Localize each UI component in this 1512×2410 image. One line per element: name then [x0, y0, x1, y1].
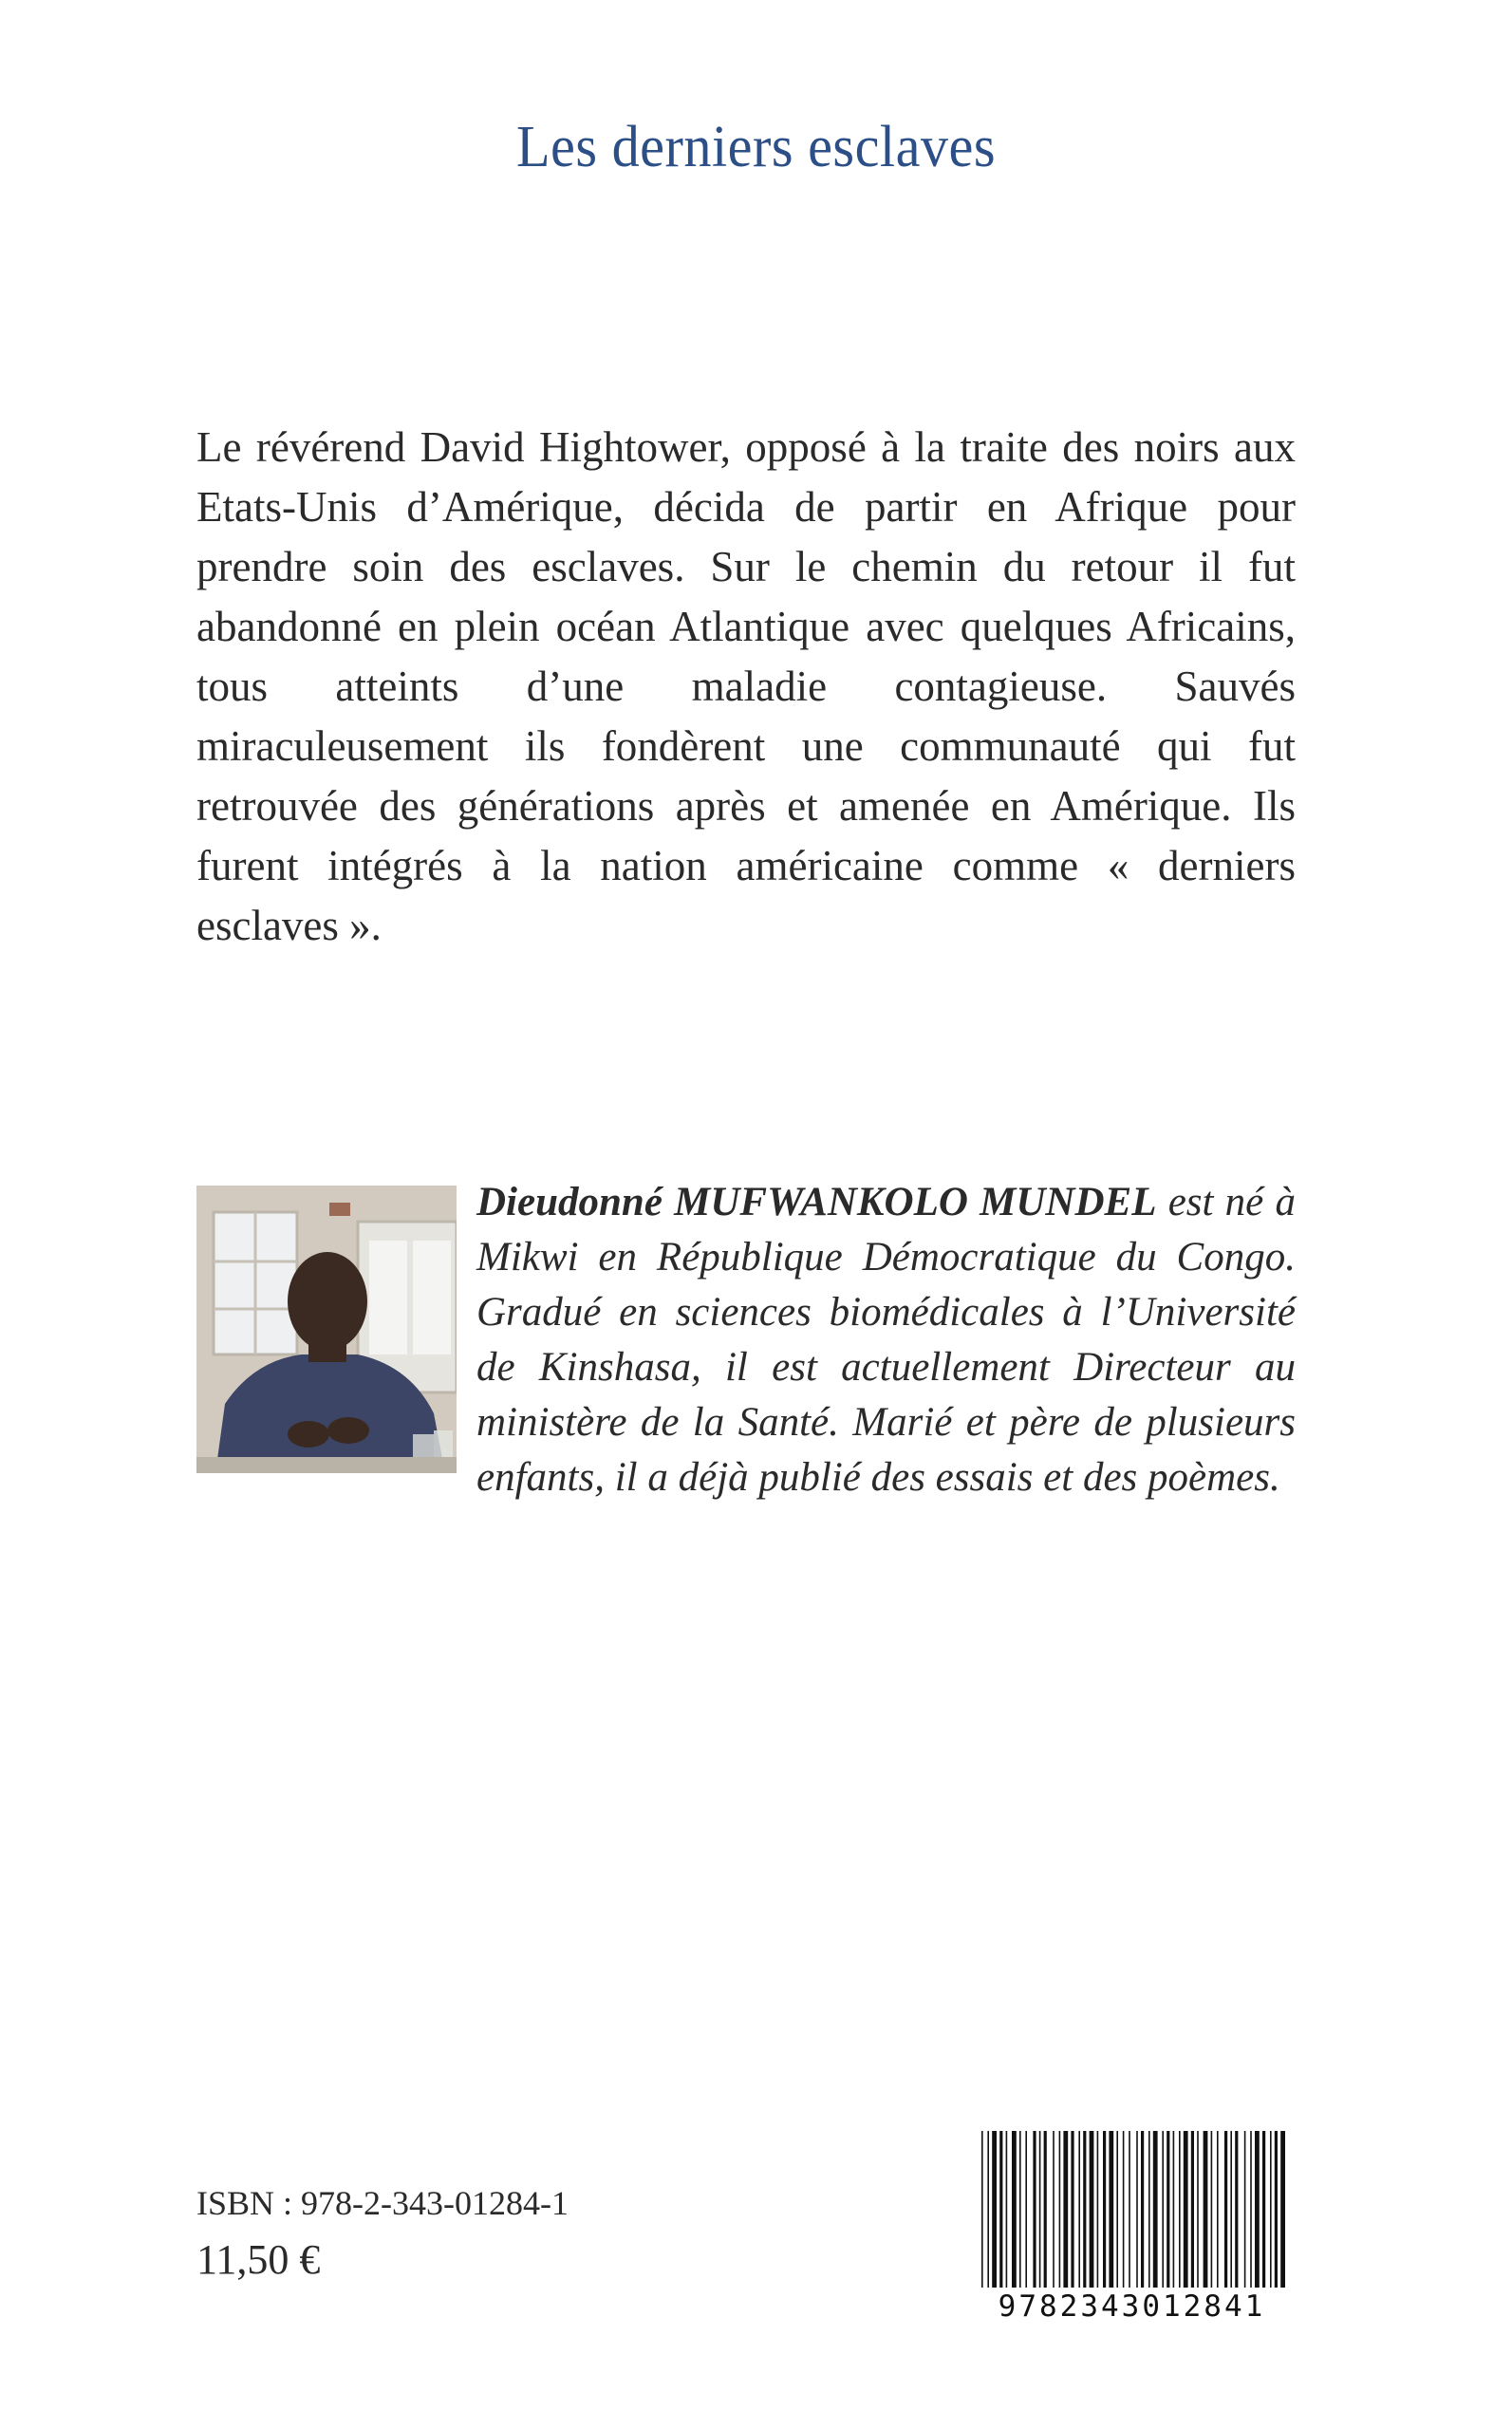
barcode-bar	[1044, 2131, 1047, 2288]
barcode-bar	[1167, 2131, 1169, 2288]
barcode-bar	[1012, 2131, 1017, 2288]
barcode-bar	[1039, 2131, 1041, 2288]
author-bio-text: est né à Mikwi en République Démocratique du Congo. Gradué en sciences biomédicales à l’Université de Kinshasa, il est actuellement Directeur au ministère de la Santé. Marié et père de plusieurs enfants, il a déjà publié des essais et des poèmes.	[476, 1180, 1296, 1500]
barcode-bar	[1071, 2131, 1073, 2288]
barcode-bar	[987, 2131, 989, 2288]
barcode-bar	[1109, 2131, 1113, 2288]
barcode-bar	[992, 2131, 997, 2288]
barcode-bar	[1230, 2131, 1232, 2288]
barcode-bar	[1123, 2131, 1125, 2288]
author-photo	[196, 1186, 457, 1473]
barcode-bar	[1153, 2131, 1158, 2288]
barcode-bar	[1162, 2131, 1164, 2288]
barcode-bar	[1063, 2131, 1068, 2288]
barcode-bar	[1280, 2131, 1285, 2288]
isbn: ISBN : 978-2-343-01284-1	[196, 2184, 569, 2222]
barcode-bar	[1244, 2131, 1246, 2288]
barcode-bar	[1033, 2131, 1036, 2288]
barcode-bar	[1078, 2131, 1080, 2288]
author-name: Dieudonné MUFWANKOLO MUNDEL	[476, 1180, 1157, 1224]
barcode-bar	[1141, 2131, 1144, 2288]
barcode-bar	[1116, 2131, 1118, 2288]
barcode-bar	[1053, 2131, 1055, 2288]
barcode-bar	[1235, 2131, 1238, 2288]
barcode-bar	[1090, 2131, 1094, 2288]
barcode-bar	[1191, 2131, 1194, 2288]
barcode-bar	[1197, 2131, 1199, 2288]
barcode-bar	[1211, 2131, 1213, 2288]
barcode-bar	[981, 2131, 983, 2288]
barcode-bar	[999, 2131, 1002, 2288]
barcode-number: 9782343012841	[998, 2289, 1266, 2324]
barcode-bar	[1059, 2131, 1061, 2288]
barcode-bar	[1097, 2131, 1099, 2288]
barcode-bar	[1148, 2131, 1150, 2288]
barcode-bar	[1103, 2131, 1106, 2288]
barcode-bar	[1270, 2131, 1272, 2288]
barcode-bar	[1129, 2131, 1130, 2288]
barcode-bar	[1224, 2131, 1227, 2288]
barcode-bar	[1204, 2131, 1208, 2288]
price: 11,50 €	[196, 2236, 321, 2283]
book-title: Les derniers esclaves	[515, 115, 997, 179]
barcode-bar	[1184, 2131, 1188, 2288]
barcode-bar	[1179, 2131, 1181, 2288]
barcode-bar	[1025, 2131, 1027, 2288]
barcode-bar	[1255, 2131, 1260, 2288]
synopsis-text: Le révérend David Hightower, opposé à la traite des noirs aux Etats-Unis d’Amérique, décida de partir en Afrique pour prendre soin des esclaves. Sur le chemin du retour il fut abandonné en plein océan Atlantique avec quelques Africains, tous atteints d’une maladie contagieuse. Sauvés miraculeusement ils fondèrent une communauté qui fut retrouvée des générations après et amenée en Amérique. Ils furent intégrés à la nation américaine comme « derniers esclaves ».	[196, 423, 1296, 949]
barcode-bar	[1083, 2131, 1086, 2288]
author-bio	[476, 1175, 1296, 1505]
barcode-bar	[1217, 2131, 1219, 2288]
barcode-bar	[1275, 2131, 1278, 2288]
barcode-bar	[1173, 2131, 1175, 2288]
barcode-bar	[1136, 2131, 1138, 2288]
barcode-bar	[1006, 2131, 1008, 2288]
barcode-bar	[1262, 2131, 1265, 2288]
barcode-bar	[1019, 2131, 1021, 2288]
barcode-bar	[1250, 2131, 1252, 2288]
